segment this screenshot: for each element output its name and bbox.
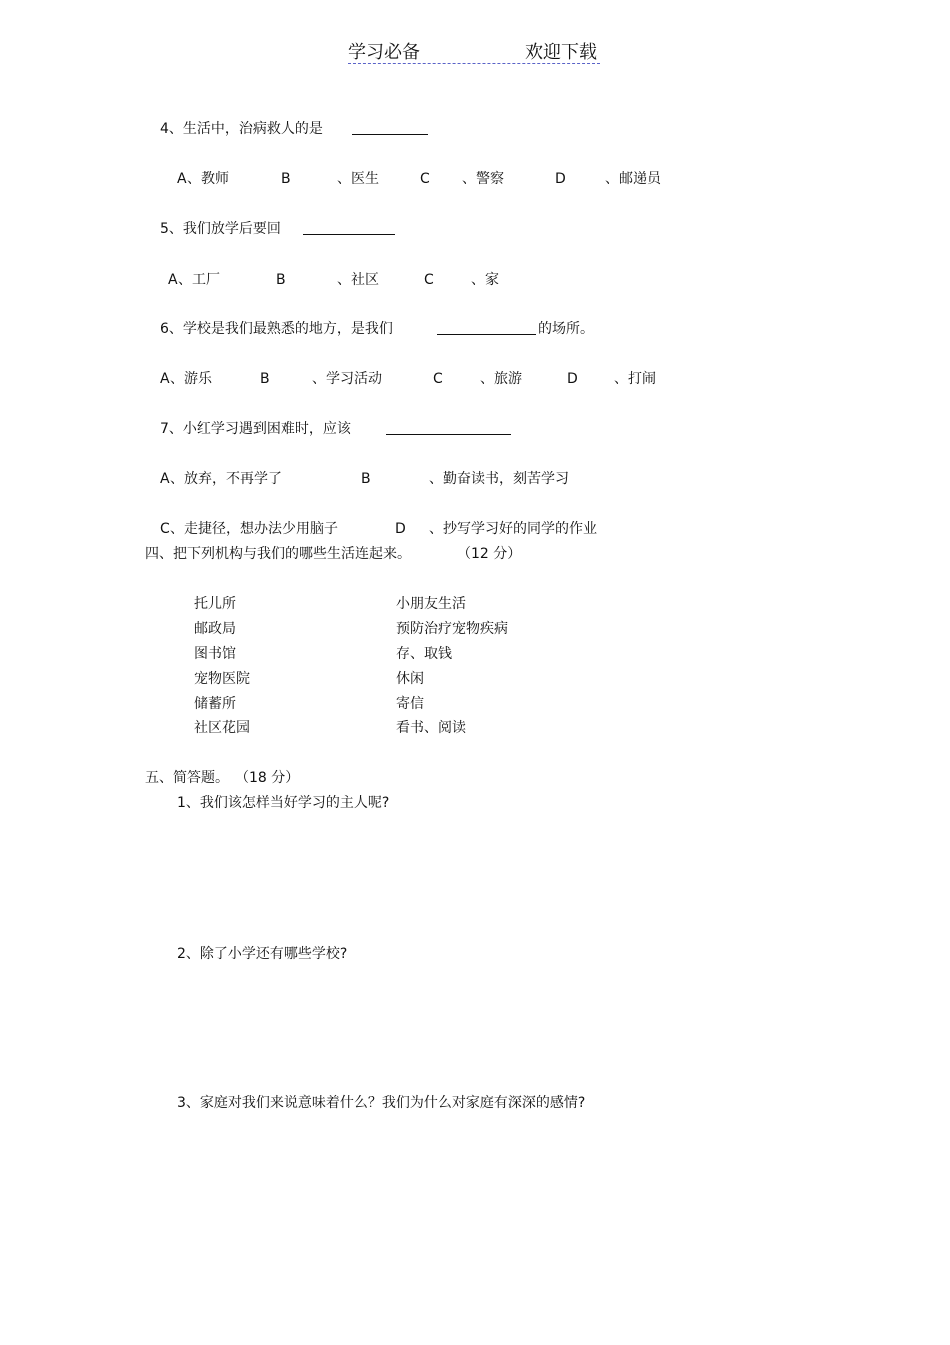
q5-stem: 5、我们放学后要回: [160, 221, 281, 237]
q7-option-a-letter: A: [160, 471, 170, 487]
q4-stem-text: 4、生活中，治病救人的是: [160, 121, 323, 137]
match-left-item[interactable]: 宠物医院: [194, 671, 250, 687]
q7-option-b: 、勤奋读书，刻苦学习: [429, 471, 569, 487]
short-answer-question: 3、家庭对我们来说意味着什么？我们为什么对家庭有深深的感情?: [177, 1095, 586, 1111]
match-right-item[interactable]: 看书、阅读: [396, 720, 466, 736]
q6-answer-blank[interactable]: [437, 320, 536, 335]
section4-score: （12 分）: [457, 546, 522, 562]
q5-option-c: 、家: [471, 272, 499, 288]
header-dashed-rule: [348, 63, 600, 64]
match-right-item[interactable]: 休闲: [396, 671, 424, 687]
q6-stem: 6、学校是我们最熟悉的地方，是我们: [160, 321, 393, 337]
q6-option-c-letter: C: [433, 371, 443, 387]
q7-option-d: 、抄写学习好的同学的作业: [429, 521, 597, 537]
q4-option-b: 、医生: [337, 171, 379, 187]
q5-answer-blank[interactable]: [303, 220, 395, 235]
q6-option-b: 、学习活动: [312, 371, 382, 387]
short-answer-question: 1、我们该怎样当好学习的主人呢?: [177, 795, 390, 811]
header-left: 学习必备: [348, 42, 420, 63]
q4-option-d: 、邮递员: [605, 171, 661, 187]
q5-option-b-letter: B: [276, 272, 286, 288]
match-right-item[interactable]: 寄信: [396, 696, 424, 712]
match-right-item[interactable]: 小朋友生活: [396, 596, 466, 612]
q7-option-d-letter: D: [395, 521, 406, 537]
q4-option-c-letter: C: [420, 171, 430, 187]
match-left-item[interactable]: 储蓄所: [194, 696, 236, 712]
q7-option-b-letter: B: [361, 471, 371, 487]
q4-answer-blank[interactable]: [352, 120, 428, 135]
q6-option-b-letter: B: [260, 371, 270, 387]
q7-stem: 7、小红学习遇到困难时，应该: [160, 421, 351, 437]
q5-option-b: 、社区: [337, 272, 379, 288]
q6-option-a: 、游乐: [170, 371, 212, 387]
q4-option-a: 、教师: [187, 171, 229, 187]
q7-answer-blank[interactable]: [386, 420, 511, 435]
header-right: 欢迎下载: [525, 42, 597, 63]
match-left-item[interactable]: 图书馆: [194, 646, 236, 662]
q7-option-a: 、放弃，不再学了: [170, 471, 282, 487]
q4-option-b-letter: B: [281, 171, 291, 187]
section4-title: 四、把下列机构与我们的哪些生活连起来。: [145, 546, 411, 562]
q6-stem-tail: 的场所。: [538, 321, 594, 337]
section5-score: （18 分）: [235, 770, 300, 786]
q4-option-a-letter: A: [177, 171, 187, 187]
match-left-item[interactable]: 邮政局: [194, 621, 236, 637]
section5-title: 五、简答题。: [145, 770, 229, 786]
q5-option-a: 、工厂: [178, 272, 220, 288]
q6-option-a-letter: A: [160, 371, 170, 387]
q5-option-a-letter: A: [168, 272, 178, 288]
short-answer-question: 2、除了小学还有哪些学校?: [177, 946, 348, 962]
match-left-item[interactable]: 社区花园: [194, 720, 250, 736]
q6-option-c: 、旅游: [480, 371, 522, 387]
q4-stem: [160, 120, 323, 138]
match-right-item[interactable]: 存、取钱: [396, 646, 452, 662]
q5-option-c-letter: C: [424, 272, 434, 288]
q6-option-d-letter: D: [567, 371, 578, 387]
q7-option-c-letter: C: [160, 521, 170, 537]
q4-option-d-letter: D: [555, 171, 566, 187]
q4-option-c: 、警察: [462, 171, 504, 187]
match-right-item[interactable]: 预防治疗宠物疾病: [396, 621, 508, 637]
match-left-item[interactable]: 托儿所: [194, 596, 236, 612]
q7-option-c: 、走捷径，想办法少用脑子: [170, 521, 338, 537]
q6-option-d: 、打闹: [614, 371, 656, 387]
